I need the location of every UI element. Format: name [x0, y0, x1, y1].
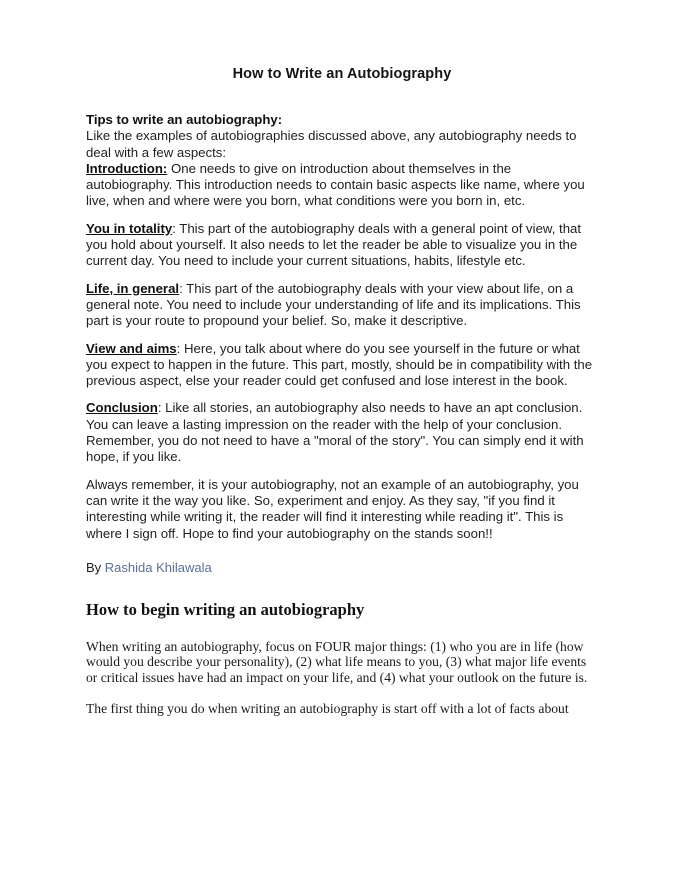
section-term-introduction: Introduction:	[86, 160, 168, 176]
tips-heading: Tips to write an autobiography:	[86, 112, 283, 127]
closing-paragraph	[86, 477, 598, 542]
page-content	[86, 0, 598, 716]
second-section-paragraph-2: The first thing you do when writing an autobiography is start off with a lot of facts about	[86, 700, 569, 716]
section-paragraph-you-in-totality	[86, 221, 598, 270]
section-heading-how-to-begin: How to begin writing an autobiography	[86, 599, 365, 619]
section-text-conclusion: : Like all stories, an autobiography also needs to have an apt conclusion. You can leave a lasting impression on the reader with the help of your conclusion. Remember, you do not need to have a "moral of the story". You can simply end it with hope, if you like.	[86, 400, 584, 465]
byline-prefix: By	[86, 559, 105, 575]
tips-heading-paragraph	[86, 112, 598, 128]
section-text-life-in-general: : This part of the autobiography deals with your view about life, on a general note. You need to include your understanding of life and its implications. This part is your route to propound your belief. So, make it descriptive.	[86, 280, 581, 329]
byline-author-link[interactable]: Rashida Khilawala	[104, 559, 212, 575]
second-section-paragraph-1: When writing an autobiography, focus on FOUR major things: (1) who you are in life (how would you describe your personality), (2) what life means to you, (3) what major life events or critical issues have had an impact on your life, and (4) what your outlook on the future is.	[86, 638, 588, 686]
section-paragraph-conclusion	[86, 400, 598, 465]
section-term-conclusion: Conclusion	[86, 400, 158, 416]
byline	[86, 560, 598, 576]
tips-intro-text: Like the examples of autobiographies discussed above, any autobiography needs to deal with a few aspects:	[86, 128, 577, 160]
second-section-body	[86, 639, 598, 716]
section-paragraph-life-in-general	[86, 281, 598, 330]
section-term-view-and-aims: View and aims	[86, 340, 177, 356]
page-title: How to Write an Autobiography	[232, 66, 452, 82]
section-text-view-and-aims: : Here, you talk about where do you see yourself in the future or what you expect to happen in the future. This part, mostly, should be in compatibility with the previous aspect, else your reader could get confused and lose interest in the book.	[86, 340, 593, 389]
section-paragraph-view-and-aims	[86, 341, 598, 390]
section-paragraph-introduction	[86, 161, 598, 210]
section-term-you-in-totality: You in totality	[86, 220, 173, 236]
section-text-you-in-totality: : This part of the autobiography deals with a general point of view, that you hold about yourself. It also needs to let the reader be able to visualize you in the current day. You need to include your current situations, habits, lifestyle etc.	[86, 220, 582, 269]
article-body	[86, 112, 598, 542]
section-term-life-in-general: Life, in general	[86, 280, 180, 296]
closing-paragraph-text: Always remember, it is your autobiography, not an example of an autobiography, you can write it the way you like. So, experiment and enjoy. As they say, "if you find it interesting while writing it, the reader will find it interesting while reading it". This is where I sign off. Hope to find your autobiography on the stands soon!!	[86, 476, 579, 541]
tips-intro-paragraph	[86, 128, 598, 161]
section-text-introduction: One needs to give on introduction about themselves in the autobiography. This introduction needs to contain basic aspects like name, where you live, when and where were you born, what conditions were you born in, etc.	[86, 160, 585, 209]
